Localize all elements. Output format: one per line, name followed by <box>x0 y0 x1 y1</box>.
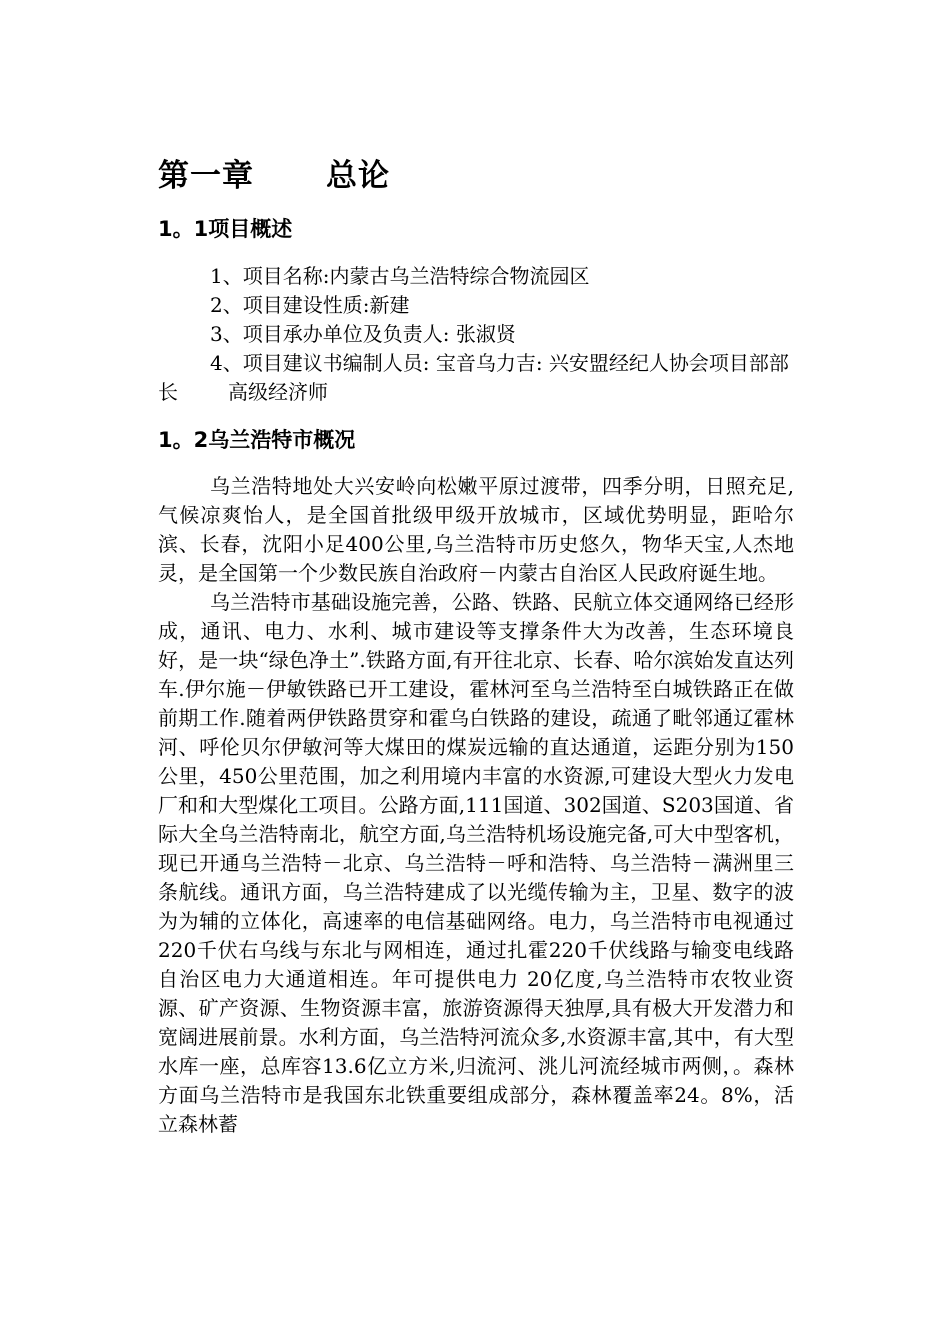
chapter-name: 总论 <box>326 158 390 194</box>
chapter-title <box>158 150 390 195</box>
project-overview-list <box>158 262 794 407</box>
chapter-label: 第一章 <box>158 158 254 194</box>
section-heading-1-2: 1。2乌兰浩特市概况 <box>158 428 356 452</box>
list-item: 1、项目名称:内蒙古乌兰浩特综合物流园区 <box>210 264 590 288</box>
section-heading-1-1: 1。1项目概述 <box>158 217 293 241</box>
paragraph: 乌兰浩特市基础设施完善，公路、铁路、民航立体交通网络已经形成，通讯、电力、水利、城市建设等支撑条件大为改善，生态环境良好，是一块“绿色净土”.铁路方面,有开往北京、长春、哈尔滨始发直达列车.伊尔施－伊敏铁路已开工建设，霍林河至乌兰浩特至白城铁路正在做前期工作.随着两伊铁路贯穿和霍乌白铁路的建设，疏通了毗邻通辽霍林河、呼伦贝尔伊敏河等大煤田的煤炭远输的直达通道，运距分别为150公里，450公里范围，加之利用境内丰富的水资源,可建设大型火力发电厂和和大型煤化工项目。公路方面,111国道、302国道、S203国道、省际大全乌兰浩特南北，航空方面,乌兰浩特机场设施完备,可大中型客机，现已开通乌兰浩特－北京、乌兰浩特－呼和浩特、乌兰浩特－满洲里三条航线。通讯方面，乌兰浩特建成了以光缆传输为主，卫星、数字的波为为辅的立体化，高速率的电信基础网络。电力，乌兰浩特市电视通过220千伏右乌线与东北与网相连，通过扎霍220千伏线路与输变电线路自治区电力大通道相连。年可提供电力 20亿度,乌兰浩特市农牧业资源、矿产资源、生物资源丰富，旅游资源得天独厚,具有极大开发潜力和宽阔进展前景。水利方面，乌兰浩特河流众多,水资源丰富,其中，有大型水库一座，总库容13.6亿立方米,归流河、洮儿河流经城市两侧，。森林方面乌兰浩特市是我国东北铁重要组成部分，森林覆盖率24。8%，活立森林蓄 <box>158 590 794 1136</box>
paragraph: 乌兰浩特地处大兴安岭向松嫩平原过渡带，四季分明，日照充足,气候凉爽怡人，是全国首批级甲级开放城市，区域优势明显，距哈尔滨、长春，沈阳小足400公里,乌兰浩特市历史悠久，物华天宝,人杰地灵，是全国第一个少数民族自治政府－内蒙古自治区人民政府诞生地。 <box>158 474 794 585</box>
city-overview-body <box>158 472 794 1139</box>
list-item <box>158 349 794 407</box>
list-item-title: 高级经济师 <box>228 380 328 404</box>
list-item: 3、项目承办单位及负责人: 张淑贤 <box>210 322 516 346</box>
list-item: 2、项目建设性质:新建 <box>210 293 410 317</box>
list-item-main: 4、项目建议书编制人员: 宝音乌力吉: 兴安盟经纪人协会项目部部长 <box>158 351 789 404</box>
